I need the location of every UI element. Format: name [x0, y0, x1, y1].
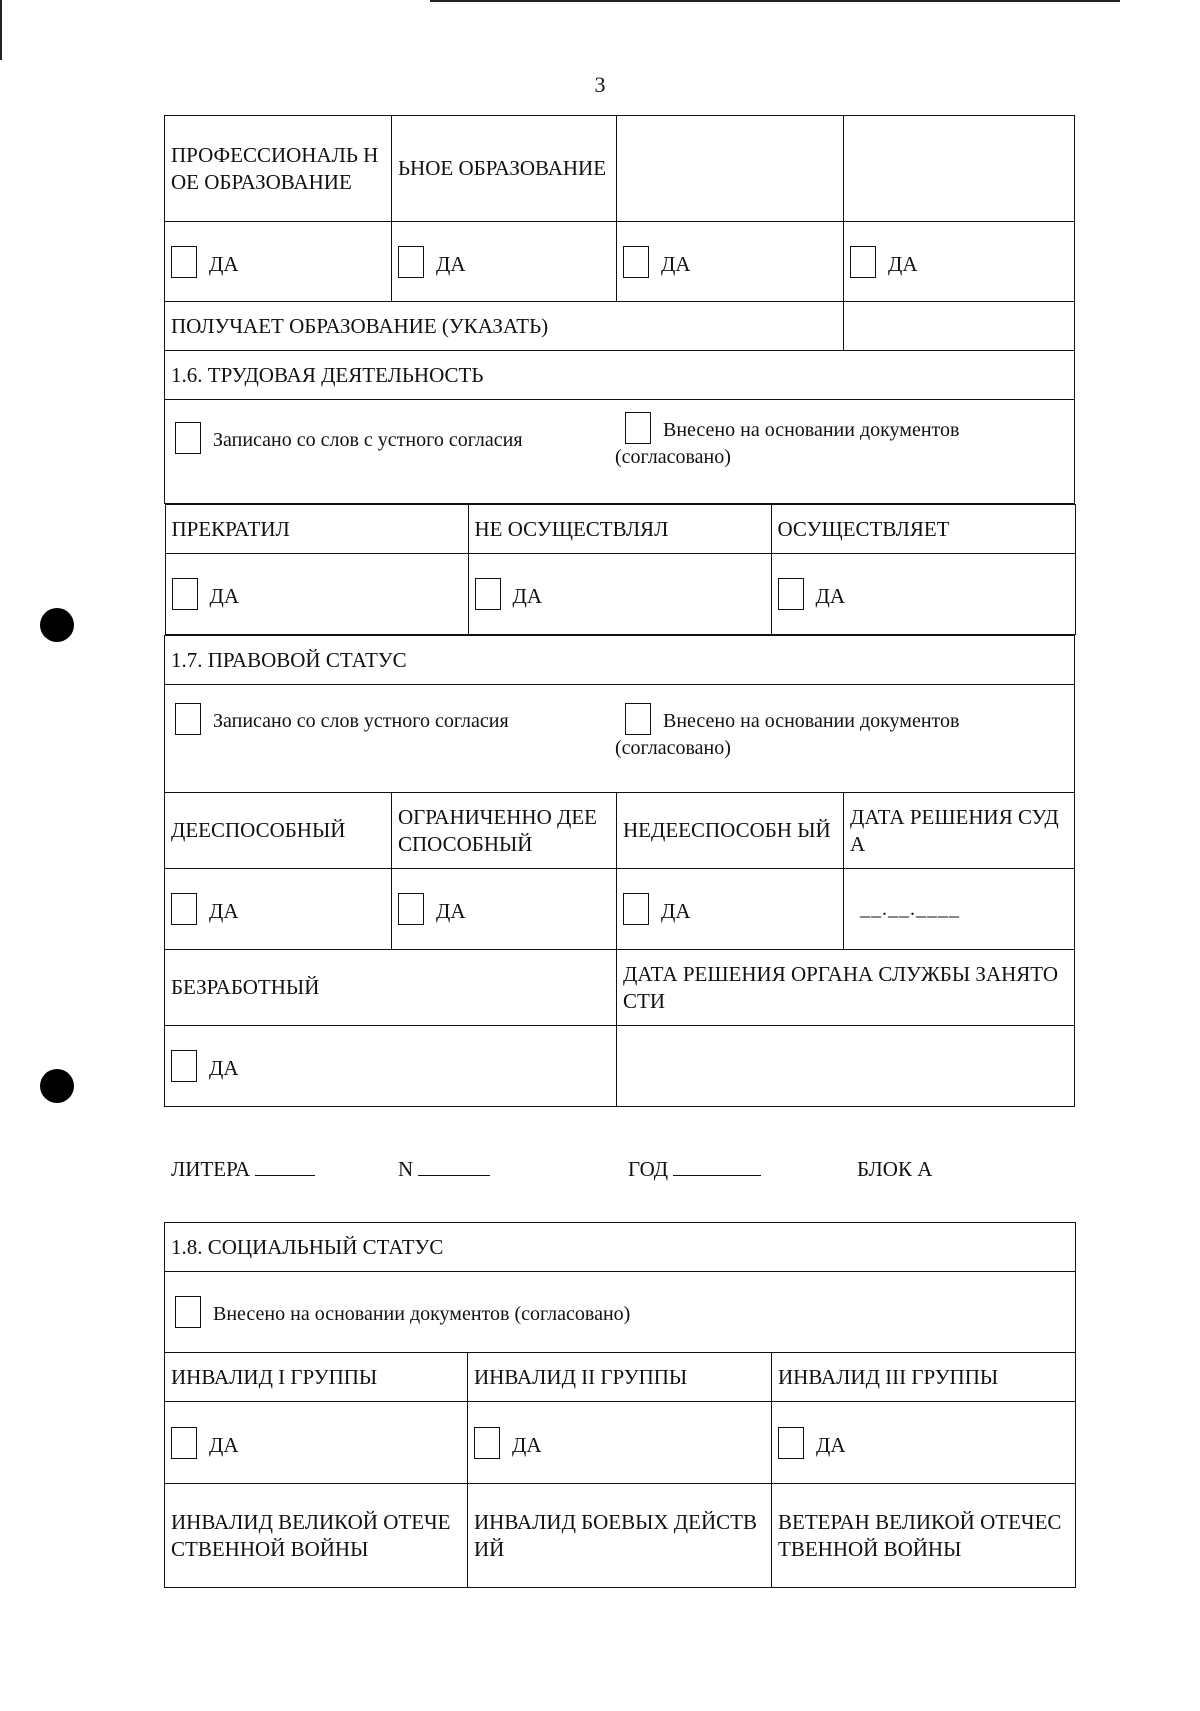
- agreed-label: (согласовано): [615, 737, 731, 759]
- education-header-4: [844, 116, 1075, 222]
- education-yes-cell-3: [617, 222, 844, 302]
- labor-header-row: [165, 505, 1075, 554]
- agreed-label: (согласовано): [615, 446, 731, 468]
- social-status-table: [164, 1222, 1076, 1588]
- yes-label: ДА: [209, 251, 239, 276]
- labor-title-row: [165, 351, 1075, 400]
- court-date-blank: __.__.____: [860, 898, 960, 920]
- unemployed-label: БЕЗРАБОТНЫЙ: [165, 950, 617, 1026]
- disability-group-2-label: ИНВАЛИД II ГРУППЫ: [468, 1353, 772, 1402]
- court-date-field[interactable]: [844, 869, 1075, 950]
- labor-yes-cell-3: [771, 554, 1075, 635]
- year-label: ГОД: [628, 1157, 669, 1181]
- unemployed-checkbox-row: [165, 1026, 1075, 1107]
- verbal-consent-label: Записано со слов устного согласия: [213, 710, 509, 732]
- education-header-1: ПРОФЕССИОНАЛЬ НОЕ ОБРАЗОВАНИЕ: [165, 116, 392, 222]
- verbal-consent-label: Записано со слов с устного согласия: [213, 429, 523, 451]
- veteran-header-row: [165, 1484, 1076, 1588]
- disability-yes-cell-1: [165, 1402, 468, 1484]
- disability-header-row: [165, 1353, 1076, 1402]
- labor-section-title: 1.6. ТРУДОВАЯ ДЕЯТЕЛЬНОСТЬ: [165, 351, 1075, 400]
- labor-subtable-row: [165, 504, 1075, 636]
- checkbox[interactable]: [175, 1296, 201, 1328]
- labor-header-stopped: ПРЕКРАТИЛ: [165, 505, 468, 554]
- checkbox[interactable]: [175, 703, 201, 735]
- yes-label: ДА: [436, 899, 466, 923]
- block-label: БЛОК А: [857, 1157, 933, 1181]
- labor-header-not-performed: НЕ ОСУЩЕСТВЛЯЛ: [468, 505, 771, 554]
- number-label: N: [398, 1157, 414, 1181]
- education-header-3: [617, 116, 844, 222]
- checkbox[interactable]: [623, 246, 649, 278]
- disability-yes-cell-3: [772, 1402, 1076, 1484]
- checkbox[interactable]: [172, 578, 198, 610]
- yes-label: ДА: [209, 584, 239, 608]
- checkbox[interactable]: [778, 578, 804, 610]
- year-field[interactable]: [628, 1157, 761, 1182]
- social-consent-row: [165, 1272, 1076, 1353]
- wwii-invalid-label: ИНВАЛИД ВЕЛИКОЙ ОТЕЧЕСТВЕННОЙ ВОЙНЫ: [165, 1484, 468, 1588]
- checkbox[interactable]: [850, 246, 876, 278]
- documents-label: Внесено на основании документов: [663, 419, 960, 441]
- checkbox[interactable]: [474, 1427, 500, 1459]
- legal-header-incapable: НЕДЕЕСПОСОБН ЫЙ: [617, 793, 844, 869]
- checkbox[interactable]: [778, 1427, 804, 1459]
- labor-header-performs: ОСУЩЕСТВЛЯЕТ: [771, 505, 1075, 554]
- education-checkbox-row: [165, 222, 1075, 302]
- social-title-row: [165, 1223, 1076, 1272]
- yes-label: ДА: [512, 1432, 542, 1457]
- legal-consent-cell: [165, 685, 1075, 793]
- labor-checkbox-row: [165, 554, 1075, 635]
- labor-yes-cell-1: [165, 554, 468, 635]
- employment-decision-field[interactable]: [617, 1026, 1075, 1107]
- yes-label: ДА: [209, 1056, 239, 1080]
- labor-subtable: [165, 504, 1076, 635]
- labor-consent-cell: [165, 400, 1075, 504]
- disability-checkbox-row: [165, 1402, 1076, 1484]
- checkbox[interactable]: [171, 893, 197, 925]
- checkbox[interactable]: [623, 893, 649, 925]
- legal-title-row: [165, 636, 1075, 685]
- legal-header-row: [165, 793, 1075, 869]
- disability-group-3-label: ИНВАЛИД III ГРУППЫ: [772, 1353, 1076, 1402]
- education-yes-cell-4: [844, 222, 1075, 302]
- studying-field[interactable]: [844, 302, 1075, 351]
- labor-subtable-wrapper: [165, 504, 1075, 636]
- checkbox[interactable]: [625, 412, 651, 444]
- legal-yes-cell-3: [617, 869, 844, 950]
- punch-hole-icon: [40, 1069, 74, 1103]
- legal-yes-cell-1: [165, 869, 392, 950]
- yes-label: ДА: [816, 1432, 846, 1457]
- unemployed-yes-cell: [165, 1026, 617, 1107]
- social-section-title: 1.8. СОЦИАЛЬНЫЙ СТАТУС: [165, 1223, 1076, 1272]
- checkbox[interactable]: [475, 578, 501, 610]
- education-header-row: [165, 116, 1075, 222]
- unemployed-header-row: [165, 950, 1075, 1026]
- yes-label: ДА: [661, 251, 691, 276]
- studying-row: [165, 302, 1075, 351]
- legal-consent-row: [165, 685, 1075, 793]
- yes-label: ДА: [209, 899, 239, 923]
- combat-invalid-label: ИНВАЛИД БОЕВЫХ ДЕЙСТВИЙ: [468, 1484, 772, 1588]
- labor-yes-cell-2: [468, 554, 771, 635]
- punch-hole-icon: [40, 608, 74, 642]
- number-blank: [418, 1175, 490, 1176]
- legal-header-capable: ДЕЕСПОСОБНЫЙ: [165, 793, 392, 869]
- education-yes-cell-1: [165, 222, 392, 302]
- social-consent-cell: [165, 1272, 1076, 1353]
- number-field[interactable]: [398, 1157, 490, 1182]
- legal-checkbox-row: [165, 869, 1075, 950]
- year-blank: [673, 1175, 761, 1176]
- labor-consent-row: [165, 400, 1075, 504]
- checkbox[interactable]: [171, 246, 197, 278]
- yes-label: ДА: [436, 251, 466, 276]
- yes-label: ДА: [888, 251, 918, 276]
- checkbox[interactable]: [171, 1050, 197, 1082]
- disability-yes-cell-2: [468, 1402, 772, 1484]
- litera-field[interactable]: [171, 1157, 315, 1182]
- legal-header-court-date: ДАТА РЕШЕНИЯ СУДА: [844, 793, 1075, 869]
- yes-label: ДА: [815, 584, 845, 608]
- status-form-table: [164, 115, 1075, 1107]
- checkbox[interactable]: [171, 1427, 197, 1459]
- legal-header-limited: ОГРАНИЧЕННО ДЕЕСПОСОБНЫЙ: [392, 793, 617, 869]
- yes-label: ДА: [661, 899, 691, 923]
- scan-top-line: [430, 0, 1120, 2]
- litera-label: ЛИТЕРА: [171, 1157, 251, 1181]
- legal-section-title: 1.7. ПРАВОВОЙ СТАТУС: [165, 636, 1075, 685]
- documents-label: Внесено на основании документов (согласовано): [213, 1303, 631, 1325]
- checkbox[interactable]: [175, 422, 201, 454]
- employment-decision-label: ДАТА РЕШЕНИЯ ОРГАНА СЛУЖБЫ ЗАНЯТОСТИ: [617, 950, 1075, 1026]
- education-yes-cell-2: [392, 222, 617, 302]
- checkbox[interactable]: [625, 703, 651, 735]
- litera-blank: [255, 1175, 315, 1176]
- scan-edge-mark: [0, 0, 2, 60]
- wwii-veteran-label: ВЕТЕРАН ВЕЛИКОЙ ОТЕЧЕСТВЕННОЙ ВОЙНЫ: [772, 1484, 1076, 1588]
- yes-label: ДА: [209, 1432, 239, 1457]
- page-number: 3: [594, 72, 606, 97]
- checkbox[interactable]: [398, 893, 424, 925]
- education-header-2: ЬНОЕ ОБРАЗОВАНИЕ: [392, 116, 617, 222]
- disability-group-1-label: ИНВАЛИД I ГРУППЫ: [165, 1353, 468, 1402]
- documents-label: Внесено на основании документов: [663, 710, 960, 732]
- legal-yes-cell-2: [392, 869, 617, 950]
- checkbox[interactable]: [398, 246, 424, 278]
- studying-label: ПОЛУЧАЕТ ОБРАЗОВАНИЕ (УКАЗАТЬ): [165, 302, 844, 351]
- yes-label: ДА: [512, 584, 542, 608]
